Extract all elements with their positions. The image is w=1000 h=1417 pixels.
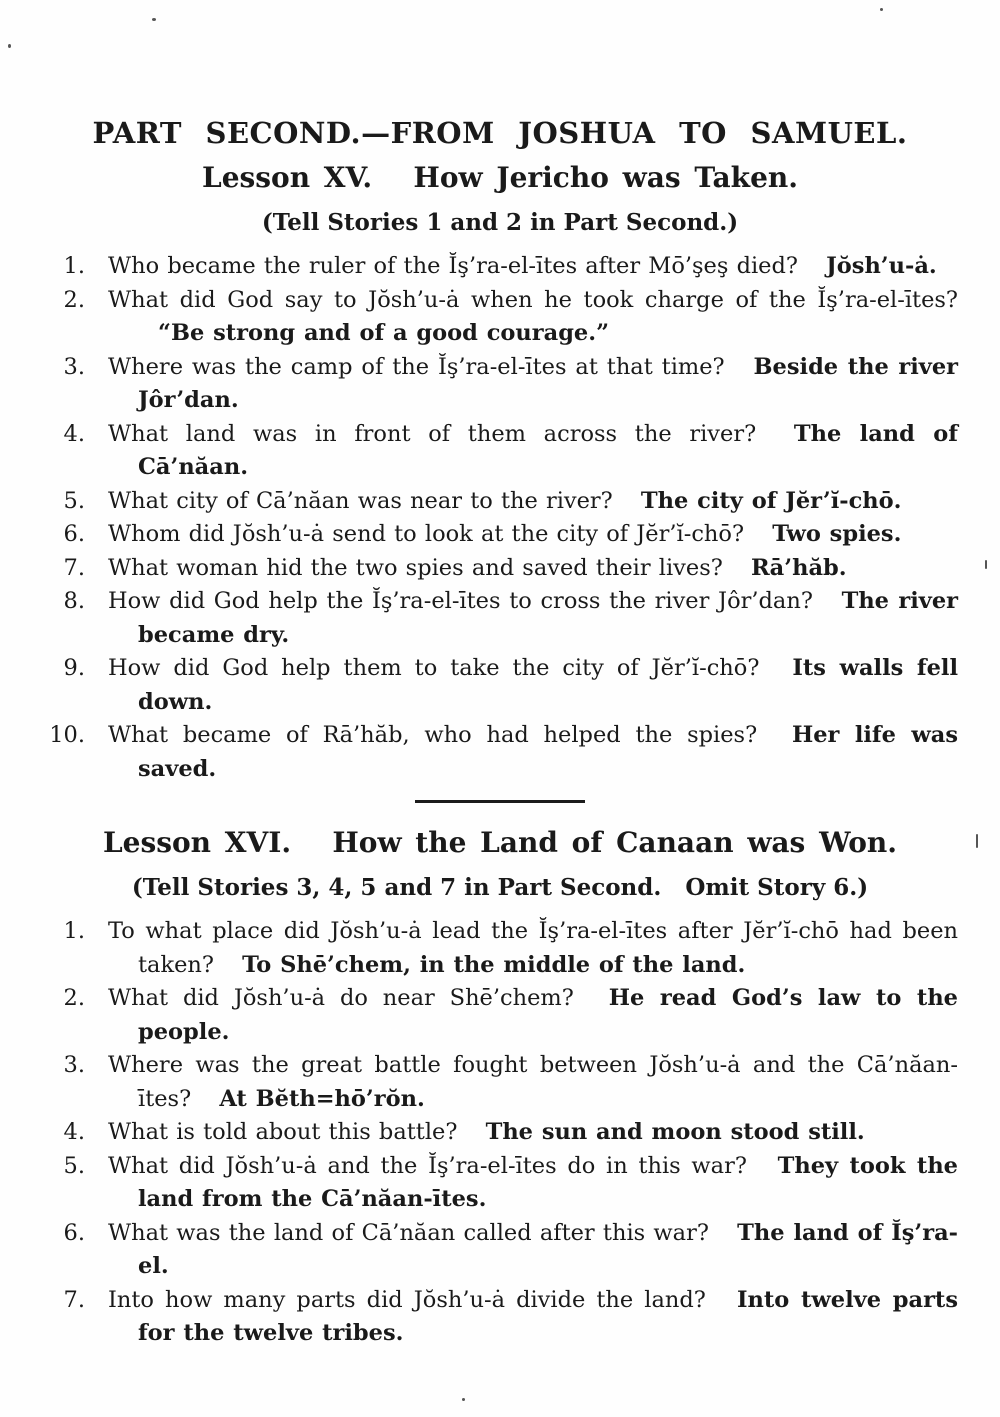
- qa-item: [63, 284, 958, 351]
- question-text: How did God help the Ĭş’ra-el-ītes to cross the river Jôr’dan?: [108, 588, 813, 614]
- qa-item: [63, 351, 958, 418]
- question-text: Where was the great battle fought between Jŏsh’u-ȧ and the Cā’năan-ītes?: [108, 1052, 958, 1112]
- answer-text: Its walls fell down.: [138, 655, 958, 715]
- lesson-16-title: Lesson XVI. How the Land of Canaan was Won.: [102, 826, 898, 859]
- qa-item: [63, 585, 958, 652]
- answer-text: Into twelve parts for the twelve tribes.: [138, 1286, 958, 1346]
- scan-speck: [976, 834, 978, 848]
- scan-speck: [985, 560, 987, 569]
- qa-item: [63, 1116, 958, 1150]
- qa-item: [49, 719, 958, 786]
- question-number: 4.: [63, 1119, 85, 1145]
- lesson-15-question-list: [49, 250, 958, 786]
- question-text: What did God say to Jŏsh’u-ȧ when he took charge of the Ĭş’ra-el-ītes?: [108, 286, 958, 313]
- qa-item: [63, 982, 959, 1049]
- question-number: 3.: [63, 1052, 85, 1078]
- qa-item: [63, 518, 958, 552]
- question-number: 10.: [49, 722, 85, 748]
- answer-text: Beside the river Jôr’dan.: [138, 353, 958, 413]
- question-number: 1.: [63, 253, 85, 279]
- question-number: 2.: [63, 985, 85, 1011]
- question-text: What is told about this battle?: [108, 1119, 458, 1145]
- question-number: 7.: [63, 554, 85, 581]
- qa-item: [63, 552, 958, 586]
- lesson-16-subtitle: (Tell Stories 3, 4, 5 and 7 in Part Second. Omit Story 6.): [131, 874, 869, 901]
- question-number: 5.: [63, 487, 85, 514]
- answer-text: The city of Jĕr’ĭ-chō.: [640, 487, 902, 514]
- qa-item: [63, 485, 958, 519]
- question-text: What city of Cā’năan was near to the river?: [108, 487, 613, 514]
- scan-speck: [462, 1398, 465, 1401]
- question-text: What became of Rā’hăb, who had helped the spies?: [108, 722, 758, 748]
- question-number: 2.: [63, 286, 85, 313]
- question-text: What was the land of Cā’năan called after this war?: [108, 1219, 709, 1246]
- answer-text: Two spies.: [772, 521, 902, 547]
- scan-speck: [8, 44, 11, 48]
- question-number: 5.: [63, 1152, 85, 1179]
- answer-text: They took the land from the Cā’năan-ītes.: [138, 1152, 958, 1212]
- scan-speck: [880, 8, 883, 11]
- question-text: To what place did Jŏsh’u-ȧ lead the Ĭş’ra-el-ītes after Jĕr’ĭ-chō had been taken?: [108, 918, 958, 978]
- answer-text: The river became dry.: [138, 588, 958, 648]
- answer-text: He read God’s law to the people.: [138, 985, 959, 1045]
- lesson-15-title: Lesson XV. How Jericho was Taken.: [202, 161, 798, 194]
- question-number: 6.: [63, 1219, 85, 1246]
- qa-item: [63, 915, 958, 982]
- question-text: What woman hid the two spies and saved their lives?: [108, 554, 723, 581]
- question-number: 3.: [63, 353, 85, 380]
- answer-text: Rā’hăb.: [750, 554, 847, 581]
- question-number: 9.: [63, 655, 85, 681]
- question-number: 6.: [63, 521, 85, 547]
- qa-item: [63, 1049, 958, 1116]
- lesson-16-question-list: [60, 915, 958, 1351]
- question-text: Into how many parts did Jŏsh’u-ȧ divide the land?: [108, 1286, 706, 1313]
- qa-item: [63, 418, 958, 485]
- question-text: How did God help them to take the city of Jĕr’ĭ-chō?: [108, 655, 760, 681]
- qa-item: [63, 1217, 959, 1284]
- lesson-15-subtitle: (Tell Stories 1 and 2 in Part Second.): [261, 209, 739, 236]
- question-number: 1.: [63, 918, 85, 944]
- question-text: Where was the camp of the Ĭş’ra-el-ītes at that time?: [108, 353, 725, 380]
- qa-item: [63, 1150, 958, 1217]
- part-title: PART SECOND.—FROM JOSHUA TO SAMUEL.: [92, 116, 908, 150]
- answer-text: Jŏsh’u-ȧ.: [826, 253, 937, 279]
- question-number: 7.: [63, 1286, 85, 1313]
- answer-text: “Be strong and of a good courage.”: [158, 320, 610, 346]
- question-number: 4.: [63, 420, 85, 447]
- question-text: What did Jŏsh’u-ȧ do near Shē’chem?: [108, 985, 574, 1011]
- qa-item: [63, 652, 958, 719]
- question-text: What land was in front of them across the river?: [108, 420, 757, 447]
- answer-text: At Bĕth=hō’rŏn.: [219, 1085, 425, 1112]
- answer-text: Her life was saved.: [138, 722, 958, 782]
- question-number: 8.: [63, 588, 85, 614]
- qa-item: [63, 1284, 958, 1351]
- answer-text: The land of Cā’năan.: [138, 420, 958, 480]
- answer-text: The land of Ĭş’ra-el.: [138, 1219, 959, 1279]
- section-divider: [415, 800, 585, 803]
- question-text: Whom did Jŏsh’u-ȧ send to look at the city of Jĕr’ĭ-chō?: [108, 521, 745, 547]
- question-text: Who became the ruler of the Ĭş’ra-el-ītes after Mō’şeş died?: [108, 253, 798, 279]
- scan-speck: [152, 18, 156, 21]
- answer-text: The sun and moon stood still.: [485, 1119, 865, 1145]
- qa-item: [63, 250, 958, 284]
- answer-text: To Shē’chem, in the middle of the land.: [242, 951, 746, 978]
- question-text: What did Jŏsh’u-ȧ and the Ĭş’ra-el-ītes do in this war?: [108, 1152, 747, 1179]
